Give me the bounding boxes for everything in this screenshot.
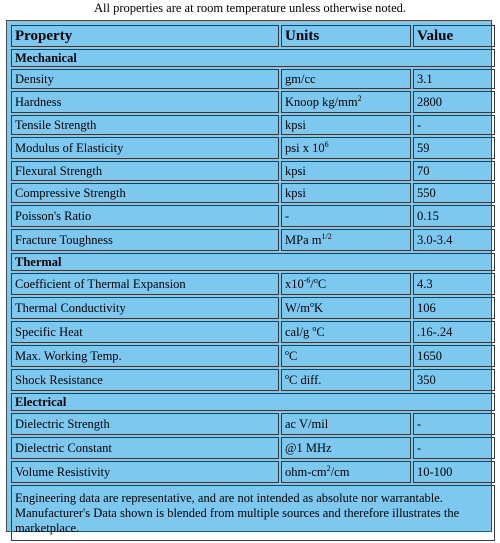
table-row <box>11 297 495 319</box>
value-cell: 2800 <box>413 91 495 113</box>
value-cell: .16-.24 <box>413 321 495 343</box>
units-superscript: o <box>313 275 318 285</box>
units-text: Knoop kg/mm <box>285 94 358 109</box>
header-value: Value <box>413 25 495 47</box>
units-text: W/m <box>285 300 310 315</box>
section-electrical <box>11 393 495 411</box>
table-row <box>11 345 495 367</box>
temperature-note: All properties are at room temperature unless otherwise noted. <box>93 1 407 15</box>
units-cell <box>281 229 411 251</box>
property-cell: Volume Resistivity <box>11 461 279 483</box>
value-cell: - <box>413 413 495 435</box>
value-cell: 350 <box>413 369 495 391</box>
units-text: / <box>310 276 314 291</box>
table-row <box>11 369 495 391</box>
units-text: C <box>317 276 327 291</box>
value-cell: 550 <box>413 183 495 203</box>
property-cell: Compressive Strength <box>11 183 279 203</box>
units-cell <box>281 461 411 483</box>
units-text: cal/g <box>285 324 313 339</box>
table-row <box>11 115 495 135</box>
property-cell: Modulus of Elasticity <box>11 137 279 159</box>
property-cell: Max. Working Temp. <box>11 345 279 367</box>
units-text: C <box>289 348 298 363</box>
header-units: Units <box>281 25 411 47</box>
units-superscript: 2 <box>357 93 362 103</box>
units-cell: kpsi <box>281 115 411 135</box>
units-text: /cm <box>330 464 350 479</box>
value-cell: - <box>413 115 495 135</box>
units-cell <box>281 137 411 159</box>
value-cell: 106 <box>413 297 495 319</box>
units-cell <box>281 369 411 391</box>
units-text: K <box>314 300 324 315</box>
property-cell: Dielectric Constant <box>11 437 279 459</box>
table-row <box>11 205 495 227</box>
property-cell: Tensile Strength <box>11 115 279 135</box>
table-row <box>11 91 495 113</box>
units-superscript: o <box>285 347 289 357</box>
properties-table <box>9 23 497 543</box>
property-cell: Poisson's Ratio <box>11 205 279 227</box>
value-cell: 1650 <box>413 345 495 367</box>
units-cell: ac V/mil <box>281 413 411 435</box>
section-mechanical <box>11 49 495 67</box>
table-row <box>11 69 495 89</box>
units-superscript: 6 <box>324 139 329 149</box>
value-cell: 3.1 <box>413 69 495 89</box>
units-cell: kpsi <box>281 183 411 203</box>
units-cell: - <box>281 205 411 227</box>
property-cell: Dielectric Strength <box>11 413 279 435</box>
property-cell: Specific Heat <box>11 321 279 343</box>
section-label: Electrical <box>11 393 495 411</box>
property-cell: Fracture Toughness <box>11 229 279 251</box>
units-cell: @1 MHz <box>281 437 411 459</box>
units-text: C <box>316 324 325 339</box>
units-cell: kpsi <box>281 161 411 181</box>
units-superscript: o <box>312 323 317 333</box>
units-cell: gm/cc <box>281 69 411 89</box>
table-row <box>11 137 495 159</box>
property-cell: Shock Resistance <box>11 369 279 391</box>
units-cell <box>281 297 411 319</box>
units-superscript: o <box>310 299 314 309</box>
section-thermal <box>11 253 495 271</box>
property-cell: Coefficient of Thermal Expansion <box>11 273 279 295</box>
value-cell: 70 <box>413 161 495 181</box>
units-superscript: -6 <box>303 275 311 285</box>
value-cell: 4.3 <box>413 273 495 295</box>
header-property: Property <box>11 25 279 47</box>
property-cell: Flexural Strength <box>11 161 279 181</box>
units-cell <box>281 273 411 295</box>
units-text: MPa m <box>285 232 322 247</box>
table-row <box>11 437 495 459</box>
value-cell: 10-100 <box>413 461 495 483</box>
section-label: Mechanical <box>11 49 495 67</box>
units-cell <box>281 321 411 343</box>
property-cell: Thermal Conductivity <box>11 297 279 319</box>
units-cell <box>281 345 411 367</box>
table-row <box>11 273 495 295</box>
property-cell: Hardness <box>11 91 279 113</box>
table-row <box>11 183 495 203</box>
disclaimer-row <box>11 485 495 541</box>
section-label: Thermal <box>11 253 495 271</box>
value-cell: - <box>413 437 495 459</box>
table-row <box>11 229 495 251</box>
table-row <box>11 461 495 483</box>
units-cell <box>281 91 411 113</box>
property-cell: Density <box>11 69 279 89</box>
units-text: psi x 10 <box>285 140 325 155</box>
value-cell: 59 <box>413 137 495 159</box>
units-text: x10 <box>285 276 304 291</box>
units-text: C diff. <box>289 372 322 387</box>
disclaimer-text: Engineering data are representative, and are not intended as absolute nor warrantable. Manufacturer's Data shown is blended from multiple sources and therefore illustrates the marketplace. <box>11 485 495 541</box>
table-row <box>11 161 495 181</box>
value-cell: 3.0-3.4 <box>413 229 495 251</box>
units-text: ohm-cm <box>285 464 327 479</box>
units-superscript: 1/2 <box>321 231 332 241</box>
properties-table-frame <box>6 20 492 535</box>
units-superscript: 2 <box>326 463 331 473</box>
table-header-row <box>11 25 495 47</box>
value-cell: 0.15 <box>413 205 495 227</box>
table-row <box>11 321 495 343</box>
units-superscript: o <box>285 371 289 381</box>
table-row <box>11 413 495 435</box>
